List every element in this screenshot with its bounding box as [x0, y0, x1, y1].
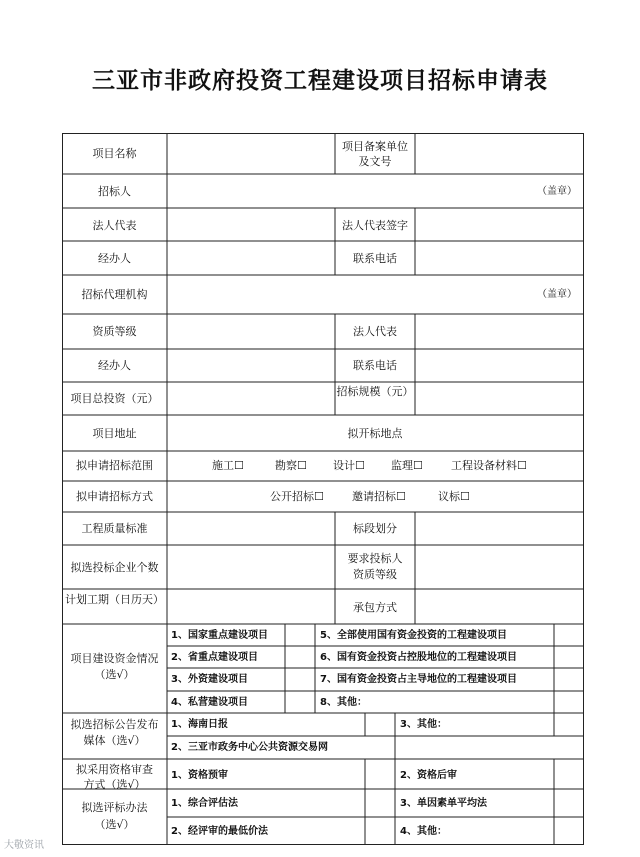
label-total-investment: 项目总投资（元） — [70, 392, 159, 405]
label-handler: 经办人 — [98, 252, 131, 265]
evaluation-option-2[interactable]: 2、经评审的最低价法 — [171, 826, 268, 837]
application-form-table — [62, 133, 584, 845]
label-agency: 招标代理机构 — [81, 288, 148, 301]
evaluation-option-4[interactable]: 4、其他： — [400, 826, 447, 837]
tenderer-seal-note: （盖章） — [537, 186, 577, 197]
funding-option-1[interactable]: 1、国家重点建设项目 — [171, 630, 268, 641]
label-legal-rep: 法人代表 — [92, 219, 137, 232]
evaluation-option-3[interactable]: 3、单因素单平均法 — [400, 798, 487, 809]
scope-option-design[interactable]: 设计☐ — [333, 459, 365, 472]
agency-seal-note: （盖章） — [537, 289, 577, 300]
label-phone: 联系电话 — [353, 252, 397, 265]
evaluation-option-1[interactable]: 1、综合评估法 — [171, 798, 238, 809]
scope-option-equipment[interactable]: 工程设备材料☐ — [451, 459, 527, 472]
scope-option-construction[interactable]: 施工☐ — [212, 459, 244, 472]
media-option-1[interactable]: 1、海南日报 — [171, 719, 228, 730]
label-media: 拟选招标公告发布 — [70, 718, 159, 731]
method-option-negotiated[interactable]: 议标☐ — [438, 490, 470, 503]
label-bidders-count: 拟选投标企业个数 — [70, 561, 159, 574]
label-bidder-qual-line2: 资质等级 — [353, 568, 397, 581]
media-option-2[interactable]: 2、三亚市政务中心公共资源交易网 — [171, 742, 328, 753]
funding-option-8[interactable]: 8、其他： — [320, 697, 367, 708]
label-phone-2: 联系电话 — [353, 359, 397, 372]
review-option-1[interactable]: 1、资格预审 — [171, 770, 228, 781]
form-title: 三亚市非政府投资工程建设项目招标申请表 — [92, 68, 548, 94]
label-media-select: 媒体（选√） — [83, 734, 146, 747]
review-option-2[interactable]: 2、资格后审 — [400, 770, 457, 781]
label-bid-method: 拟申请招标方式 — [76, 490, 153, 503]
method-option-open[interactable]: 公开招标☐ — [270, 490, 324, 503]
label-funding-select: （选√） — [94, 668, 135, 681]
label-project-name: 项目名称 — [92, 147, 137, 160]
funding-option-4[interactable]: 4、私营建设项目 — [171, 697, 248, 708]
label-evaluation: 拟选评标办法 — [81, 801, 148, 814]
label-tenderer: 招标人 — [98, 185, 131, 198]
label-legal-rep-2: 法人代表 — [353, 325, 397, 338]
funding-option-2[interactable]: 2、省重点建设项目 — [171, 652, 258, 663]
funding-option-6[interactable]: 6、国有资金投资占控股地位的工程建设项目 — [320, 652, 517, 663]
label-bid-scope: 拟申请招标范围 — [76, 459, 153, 472]
scope-option-survey[interactable]: 勘察☐ — [275, 459, 307, 472]
label-bid-scale: 招标规模（元） — [336, 385, 414, 398]
label-contract-mode: 承包方式 — [353, 601, 397, 614]
method-option-invited[interactable]: 邀请招标☐ — [352, 490, 406, 503]
label-funding: 项目建设资金情况 — [70, 652, 159, 665]
label-filing-unit-line2: 及文号 — [358, 155, 392, 168]
label-duration: 计划工期（日历天） — [65, 593, 164, 606]
label-section-division: 标段划分 — [353, 522, 397, 535]
label-filing-unit-line1: 项目备案单位 — [342, 140, 408, 153]
media-option-3[interactable]: 3、其他： — [400, 719, 447, 730]
label-review: 拟采用资格审查 — [76, 763, 153, 776]
label-project-address: 项目地址 — [92, 427, 137, 440]
label-quality-standard: 工程质量标准 — [81, 522, 148, 535]
funding-option-7[interactable]: 7、国有资金投资占主导地位的工程建设项目 — [320, 674, 517, 685]
funding-option-5[interactable]: 5、全部使用国有资金投资的工程建设项目 — [320, 630, 507, 641]
scope-option-supervision[interactable]: 监理☐ — [391, 459, 423, 472]
label-evaluation-select: （选√） — [94, 818, 135, 831]
label-bid-opening-place: 拟开标地点 — [347, 427, 403, 440]
watermark: 大敬资讯 — [4, 840, 44, 851]
label-legal-rep-sign: 法人代表签字 — [342, 219, 408, 232]
label-review-select: 方式（选√） — [83, 778, 146, 791]
label-handler-2: 经办人 — [98, 359, 131, 372]
funding-option-3[interactable]: 3、外资建设项目 — [171, 674, 248, 685]
label-bidder-qual-line1: 要求投标人 — [347, 552, 403, 565]
label-qualification: 资质等级 — [92, 325, 137, 338]
